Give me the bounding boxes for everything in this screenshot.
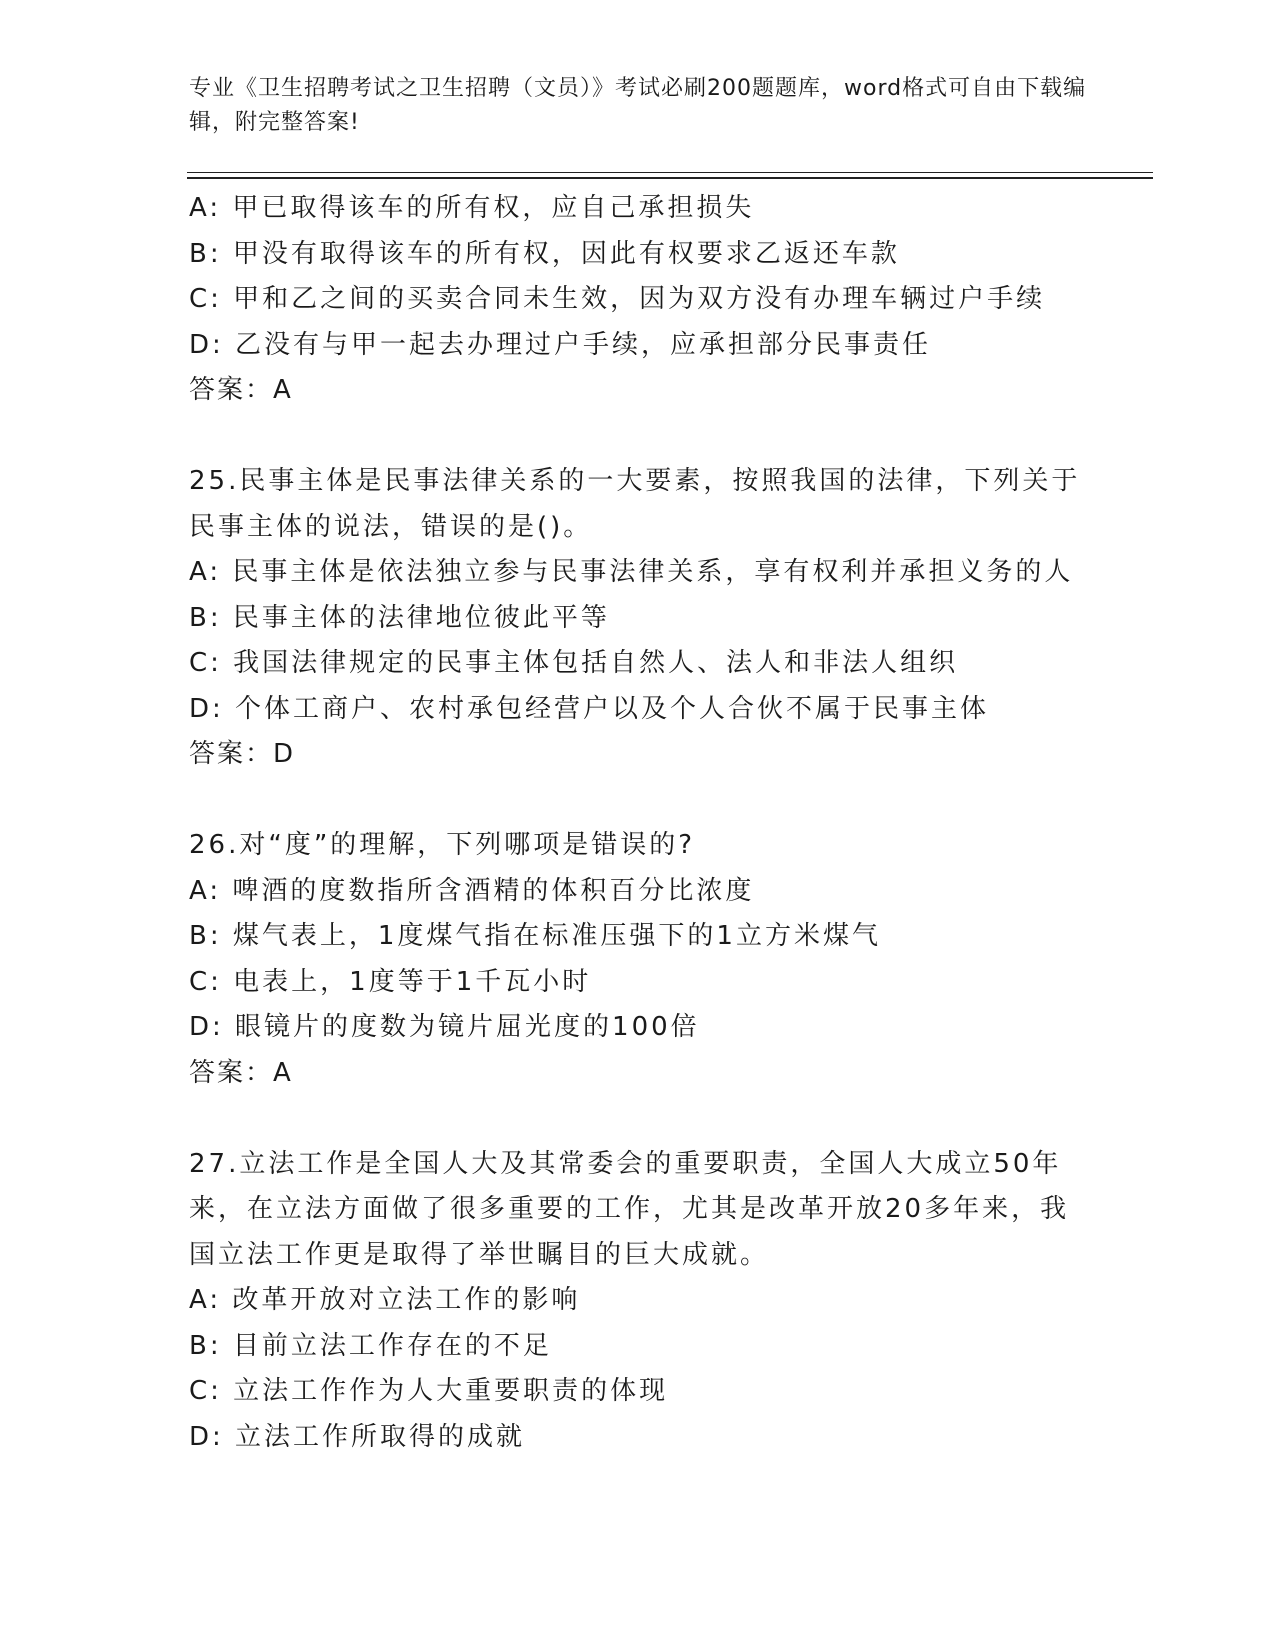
option-c: C: 我国法律规定的民事主体包括自然人、法人和非法人组织 — [189, 648, 959, 678]
option-c: C: 立法工作作为人大重要职责的体现 — [189, 1376, 669, 1406]
option-a: A: 啤酒的度数指所含酒精的体积百分比浓度 — [189, 875, 755, 906]
header-divider-top — [187, 172, 1153, 173]
answer: 答案：A — [189, 1057, 293, 1088]
question-text-line: 来，在立法方面做了很多重要的工作，尤其是改革开放20多年来，我 — [189, 1194, 1070, 1224]
option-d: D: 乙没有与甲一起去办理过户手续，应承担部分民事责任 — [189, 329, 932, 360]
header-divider-bottom — [187, 177, 1153, 179]
option-a: A: 民事主体是依法独立参与民事法律关系，享有权利并承担义务的人 — [189, 557, 1074, 587]
option-b: B: 民事主体的法律地位彼此平等 — [189, 602, 610, 633]
option-d: D: 立法工作所取得的成就 — [189, 1421, 526, 1452]
document-header: 专业《卫生招聘考试之卫生招聘（文员）》考试必刷200题题库，word格式可自由下载编辑，附完整答案! — [189, 76, 1087, 135]
option-d: D: 眼镜片的度数为镜片屈光度的100倍 — [189, 1012, 700, 1042]
option-b: B: 甲没有取得该车的所有权，因此有权要求乙返还车款 — [189, 238, 900, 269]
option-a: A: 甲已取得该车的所有权，应自己承担损失 — [189, 193, 755, 223]
option-b: B: 煤气表上，1度煤气指在标准压强下的1立方米煤气 — [189, 921, 881, 951]
question-content — [189, 186, 1089, 1460]
question-text-line: 25.民事主体是民事法律关系的一大要素，按照我国的法律，下列关于 — [189, 466, 1081, 496]
question-text-line: 27.立法工作是全国人大及其常委会的重要职责，全国人大成立50年 — [189, 1148, 1062, 1179]
question-text-line: 国立法工作更是取得了举世瞩目的巨大成就。 — [189, 1239, 770, 1270]
previous-question — [189, 186, 1089, 414]
option-c: C: 甲和乙之间的买卖合同未生效，因为双方没有办理车辆过户手续 — [189, 284, 1046, 314]
option-c: C: 电表上，1度等于1千瓦小时 — [189, 966, 592, 997]
question-27 — [189, 1142, 1089, 1461]
question-26 — [189, 823, 1089, 1096]
answer: 答案：D — [189, 739, 296, 769]
option-b: B: 目前立法工作存在的不足 — [189, 1330, 552, 1361]
option-a: A: 改革开放对立法工作的影响 — [189, 1285, 581, 1315]
option-d: D: 个体工商户、农村承包经营户以及个人合伙不属于民事主体 — [189, 693, 990, 724]
answer: 答案：A — [189, 375, 293, 405]
question-text-line: 26.对“度”的理解，下列哪项是错误的? — [189, 830, 696, 860]
question-25 — [189, 459, 1089, 778]
question-text-line: 民事主体的说法，错误的是()。 — [189, 511, 593, 542]
